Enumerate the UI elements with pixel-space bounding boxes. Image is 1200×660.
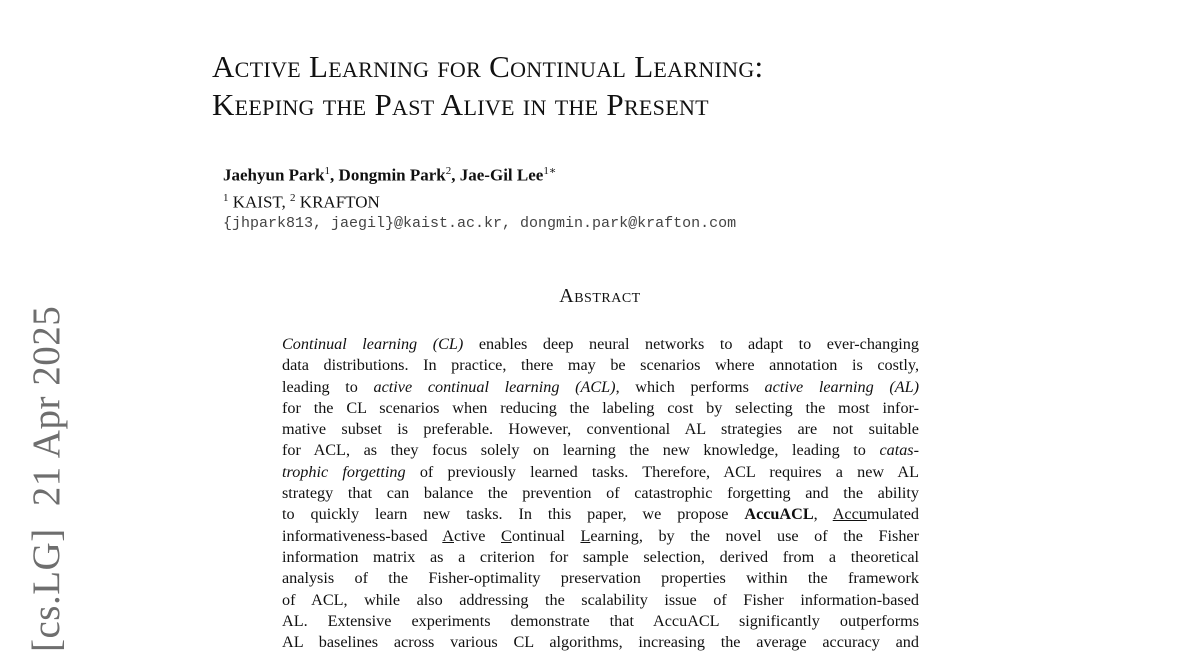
abstract-line: informativeness-based Active Continual Learning, by the novel use of the Fisher: [282, 526, 919, 545]
author-emails: {jhpark813, jaegil}@kaist.ac.kr, dongmin.park@krafton.com: [223, 215, 737, 233]
abstract-line: analysis of the Fisher-optimality preservation properties within the framework: [282, 569, 919, 588]
abstract-line: strategy that can balance the prevention of catastrophic forgetting and the ability: [282, 484, 919, 503]
abstract-line: data distributions. In practice, there may be scenarios where annotation is costly,: [282, 356, 919, 375]
abstract-line: leading to active continual learning (ACL), which performs active learning (AL): [282, 377, 919, 396]
paper-title: [212, 48, 1012, 124]
author-2-affil-mark: 2: [445, 165, 452, 177]
method-name: AccuACL: [744, 505, 814, 524]
author-3: Jae-Gil Lee: [459, 165, 544, 185]
affiliations: $^1$ KAIST, $^2$ KRAFTON: [223, 191, 380, 212]
affiliation-krafton: KRAFTON: [295, 192, 380, 212]
abstract-line: for ACL, as they focus solely on learning the new knowledge, leading to catas-: [282, 441, 919, 460]
arxiv-category: [cs.LG]: [25, 528, 68, 652]
author-1-affil-mark: 1: [324, 165, 331, 177]
author-2: Dongmin Park: [338, 165, 446, 185]
abstract-line: Continual learning (CL) enables deep neural networks to adapt to ever-changing: [282, 335, 919, 353]
abstract-line: for the CL scenarios when reducing the labeling cost by selecting the most infor-: [282, 398, 919, 417]
arxiv-date: 21 Apr 2025: [25, 305, 68, 507]
abstract-line: mative subset is preferable. However, conventional AL strategies are not suitable: [282, 420, 919, 439]
title-line-2: Keeping the Past Alive in the Present: [212, 87, 709, 122]
abstract-line: to quickly learn new tasks. In this paper, we propose AccuACL, Accumulated: [282, 505, 920, 524]
title-line-1: Active Learning for Continual Learning:: [212, 49, 764, 84]
abstract-heading: Abstract: [559, 285, 641, 307]
affiliation-kaist: KAIST,: [228, 192, 291, 212]
abstract-line: trophic forgetting of previously learned tasks. Therefore, ACL requires a new AL: [282, 462, 919, 481]
abstract-line: of ACL, while also addressing the scalability issue of Fisher information-based: [282, 590, 919, 609]
arxiv-sidebar-stamp: [10, 300, 90, 660]
abstract-line: information matrix as a criterion for sample selection, derived from a theoretical: [282, 547, 919, 566]
author-block: [223, 160, 923, 235]
abstract-line: AL baselines across various CL algorithms, increasing the average accuracy and: [282, 633, 919, 652]
abstract-line: AL. Extensive experiments demonstrate that AccuACL significantly outperforms: [282, 611, 919, 630]
abstract-body: [282, 334, 919, 653]
author-3-affil-mark: 1∗: [543, 165, 557, 177]
author-names: Jaehyun Park$^1$, Dongmin Park$^2$, Jae-Gil Lee$^{1∗}$: [223, 165, 557, 185]
author-1: Jaehyun Park: [223, 165, 325, 185]
